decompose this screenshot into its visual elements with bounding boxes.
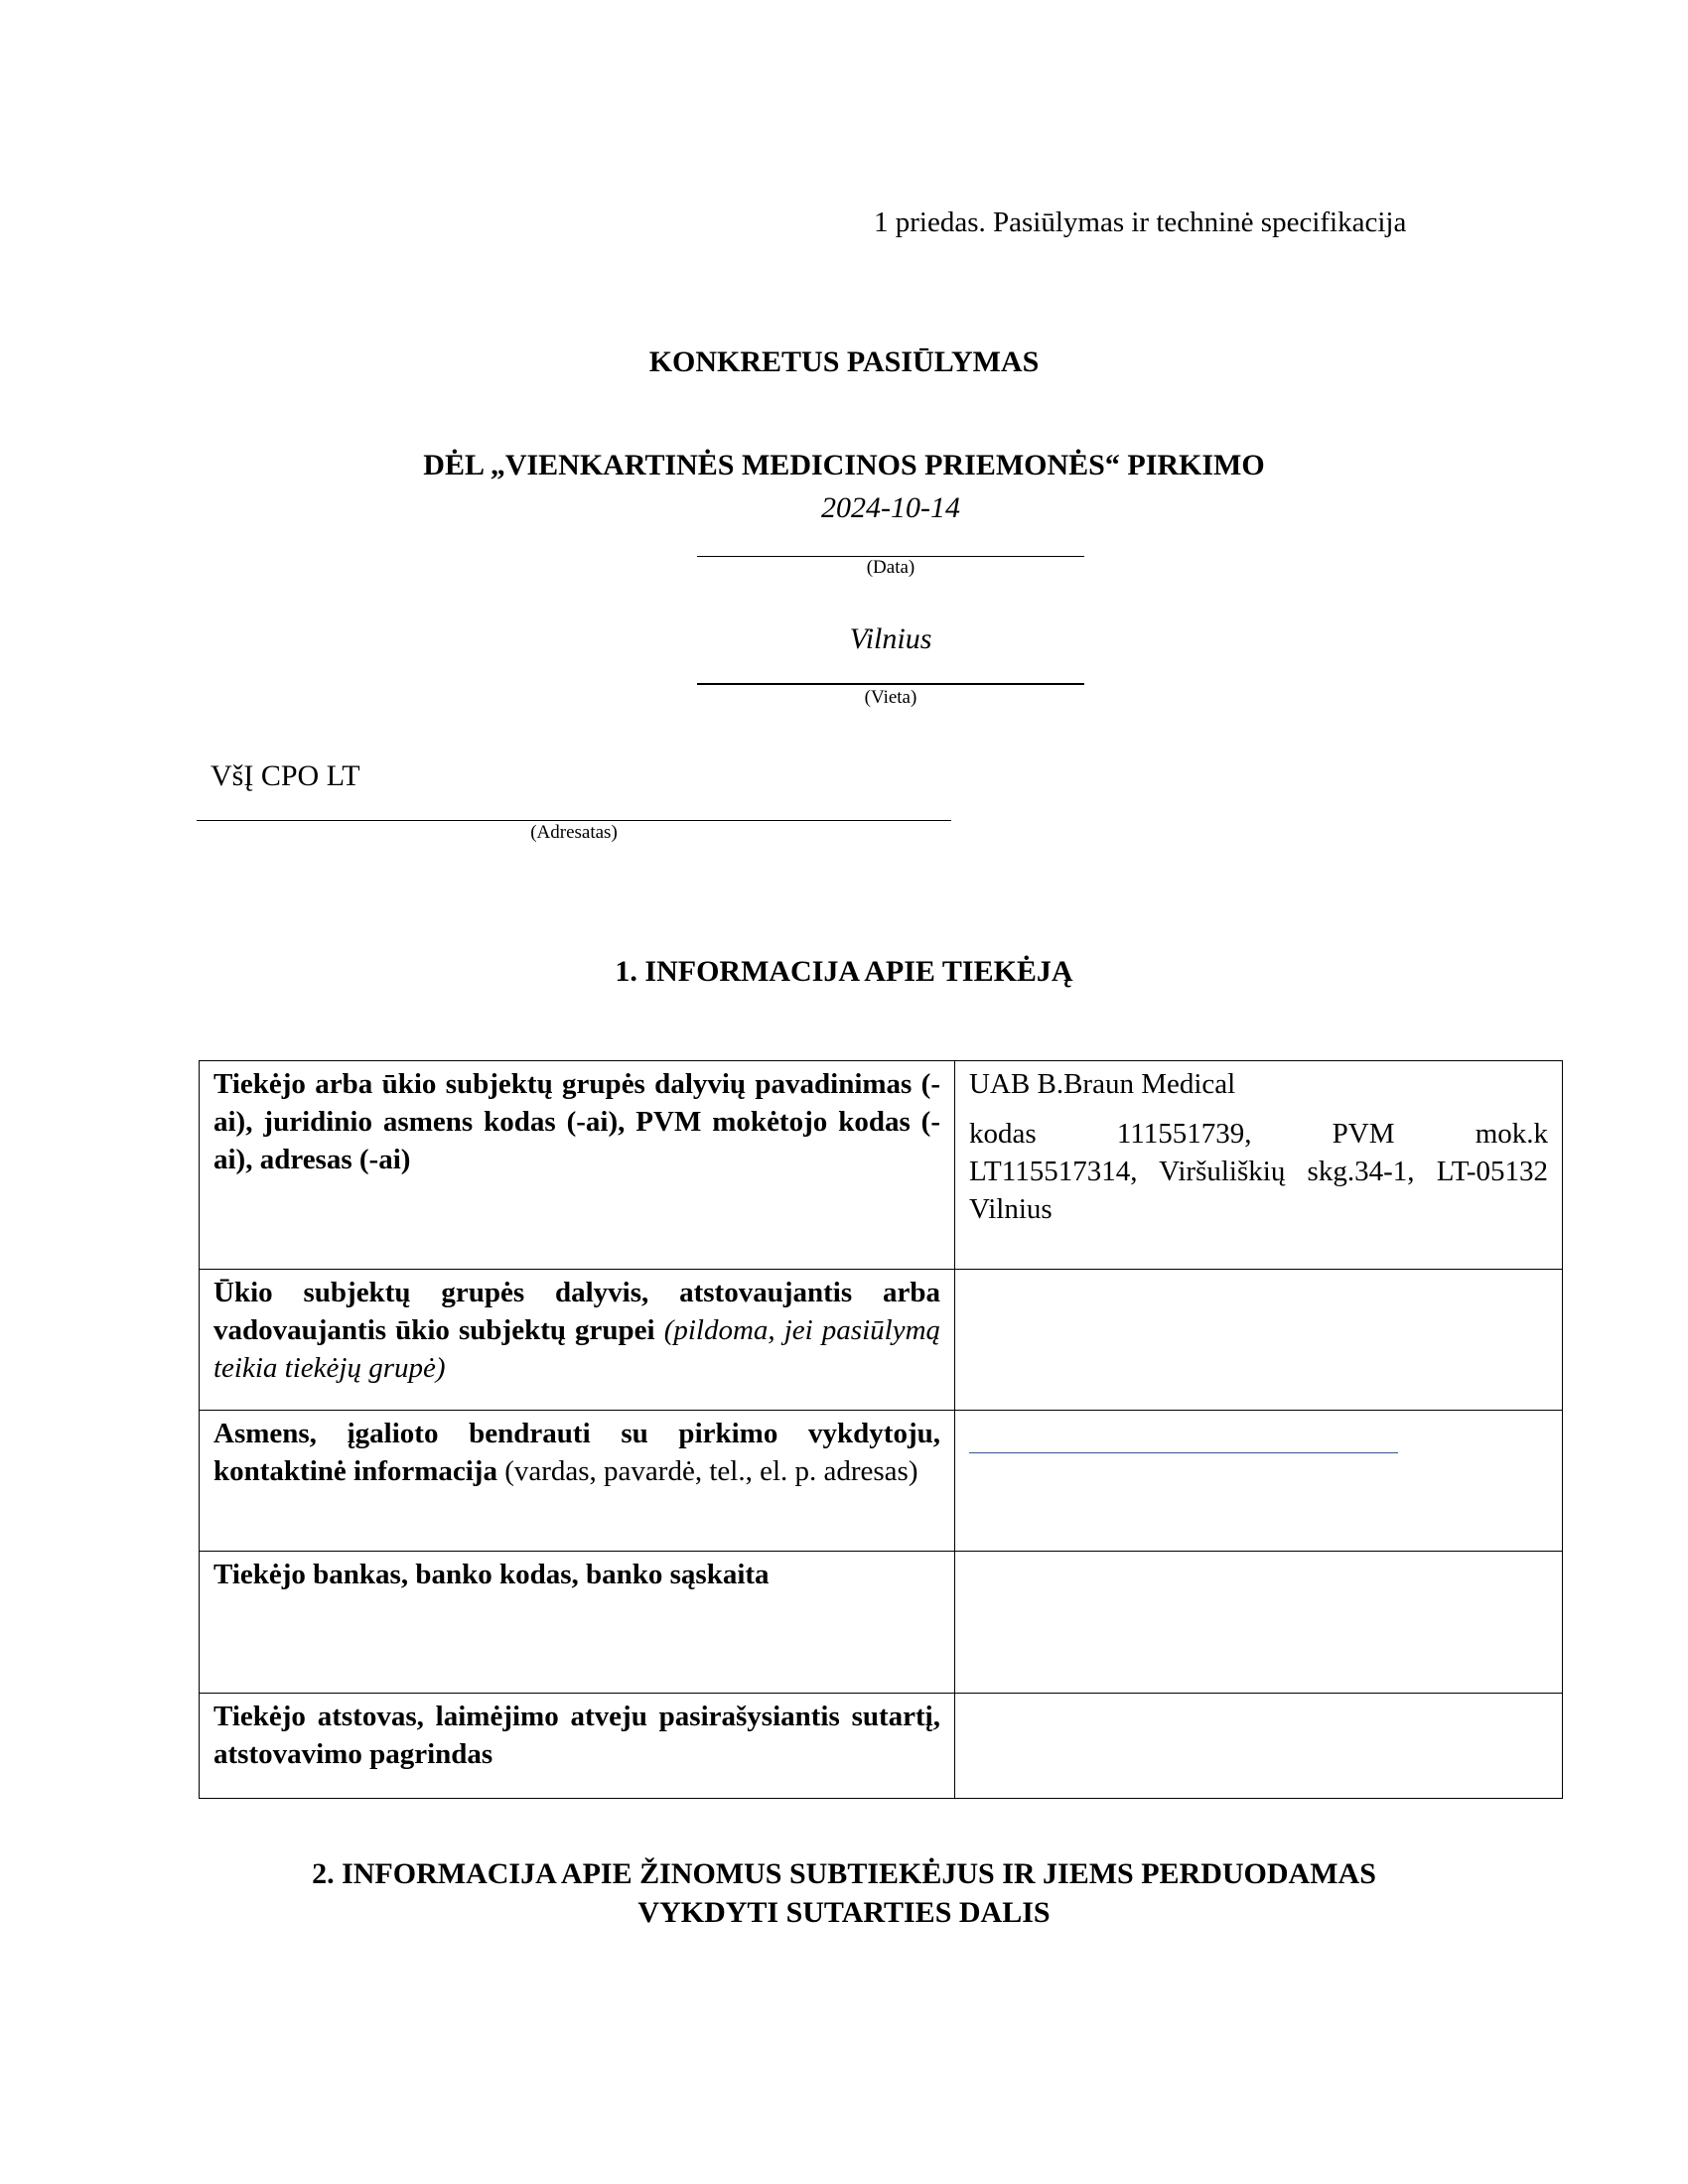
bank-label-cell xyxy=(200,1552,955,1694)
section-2-heading-line2: VYKDYTI SUTARTIES DALIS xyxy=(637,1896,1051,1929)
representative-label: Tiekėjo atstovas, laimėjimo atveju pasirašysiantis sutartį, atstovavimo pagrindas xyxy=(213,1701,940,1770)
place-underline xyxy=(697,663,1084,685)
bank-value-cell[interactable] xyxy=(955,1552,1563,1694)
group-lead-note: (pildoma, jei pasiūlymą teikia tiekėjų grupė) xyxy=(213,1314,941,1384)
supplier-name-label-cell xyxy=(200,1061,955,1270)
contact-email-link-underline[interactable] xyxy=(969,1452,1398,1453)
table-row xyxy=(200,1552,1563,1694)
supplier-details-rest: LT115517314, Viršuliškių skg.34-1, LT-05132 Vilnius xyxy=(969,1156,1548,1225)
group-lead-label: Ūkio subjektų grupės dalyvis, atstovaujantis arba vadovaujantis ūkio subjektų grupei xyxy=(213,1277,940,1346)
supplier-details-line1: kodas 111551739, PVM mok.k xyxy=(969,1118,1548,1150)
representative-value-cell[interactable] xyxy=(955,1694,1563,1799)
place-caption: (Vieta) xyxy=(864,687,917,708)
supplier-name-value-cell xyxy=(955,1061,1563,1270)
representative-label-cell xyxy=(200,1694,955,1799)
table-row xyxy=(200,1270,1563,1411)
supplier-name-label: Tiekėjo arba ūkio subjektų grupės dalyvių pavadinimas (-ai), juridinio asmens kodas (-ai), PVM mokėtojo kodas (-ai), adresas (-ai) xyxy=(213,1068,940,1175)
contact-person-label-cell xyxy=(200,1411,955,1552)
date-field xyxy=(697,490,1084,579)
place-value: Vilnius xyxy=(849,622,932,655)
annex-label: 1 priedas. Pasiūlymas ir techninė specifikacija xyxy=(874,206,1407,238)
date-value: 2024-10-14 xyxy=(821,491,960,524)
addressee-underline xyxy=(197,804,951,821)
group-lead-label-cell xyxy=(200,1270,955,1411)
table-row xyxy=(200,1411,1563,1552)
contact-person-note: (vardas, pavardė, tel., el. p. adresas) xyxy=(504,1455,918,1487)
supplier-info-table xyxy=(199,1060,1563,1799)
section-1-heading: 1. INFORMACIJA APIE TIEKĖJĄ xyxy=(615,955,1073,988)
contact-person-label: Asmens, įgalioto bendrauti su pirkimo vykdytoju, kontaktinė informacija xyxy=(213,1418,940,1487)
bank-label: Tiekėjo bankas, banko kodas, banko sąskaita xyxy=(213,1559,770,1590)
group-lead-value-cell[interactable] xyxy=(955,1270,1563,1411)
date-underline xyxy=(697,532,1084,557)
section-2-heading xyxy=(0,1854,1688,1932)
contact-person-value-cell[interactable] xyxy=(955,1411,1563,1552)
date-caption: (Data) xyxy=(866,557,915,578)
place-field xyxy=(697,621,1084,709)
section-2-heading-line1: 2. INFORMACIJA APIE ŽINOMUS SUBTIEKĖJUS IR JIEMS PERDUODAMAS xyxy=(312,1857,1376,1890)
table-row xyxy=(200,1694,1563,1799)
supplier-name-value: UAB B.Braun Medical xyxy=(969,1068,1236,1100)
document-subtitle: DĖL „VIENKARTINĖS MEDICINOS PRIEMONĖS“ PIRKIMO xyxy=(423,449,1265,481)
addressee-value: VšĮ CPO LT xyxy=(211,759,360,792)
table-row xyxy=(200,1061,1563,1270)
addressee-caption: (Adresatas) xyxy=(530,822,618,843)
document-title: KONKRETUS PASIŪLYMAS xyxy=(648,345,1040,378)
